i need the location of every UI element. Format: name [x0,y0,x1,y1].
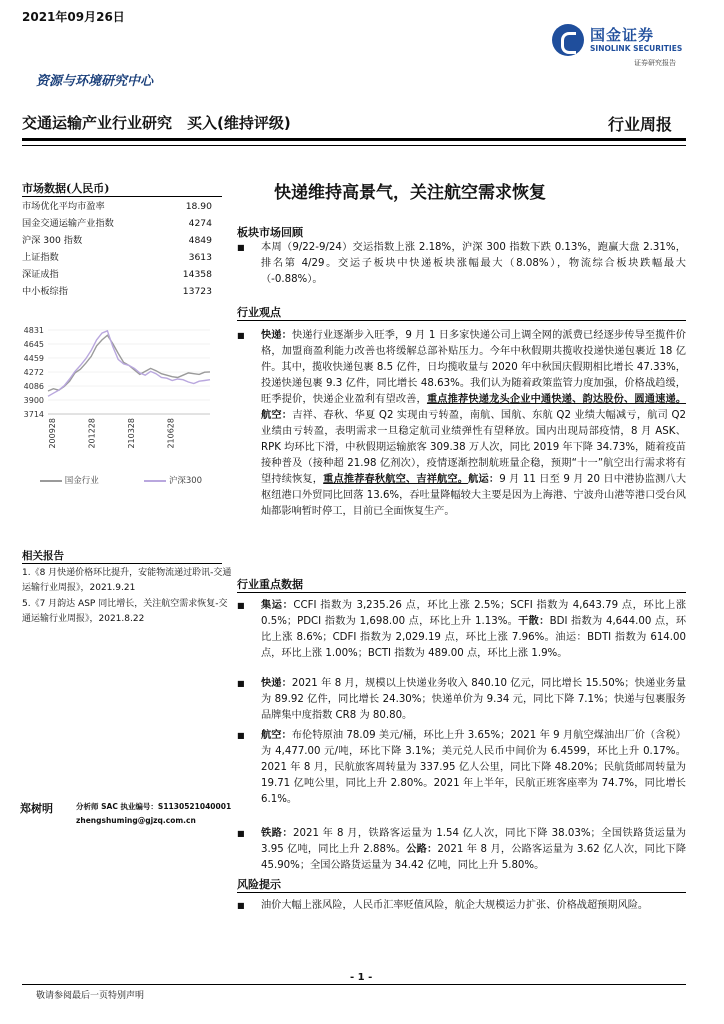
text-bulk: BDI 指数为 4,644.00 点，环比上涨 8.6%；CDFI 指数为 2,029.19 点，环比上涨 7.96%。油运：BDTI 指数为 614.00 点，环比上涨 1.00%；BCTI 指数为 489.00 点，环比上涨 1.9%。 [261,616,687,659]
market-label: 上证指数 [22,252,59,263]
lead-express-data: 快递： [261,678,292,689]
market-label: 沪深 300 指数 [22,235,83,246]
market-value: 3613 [188,252,212,263]
author-name: 郑树明 [20,802,53,815]
text-aviation-data: 布伦特原油 78.09 美元/桶，环比上升 3.65%；2021 年 9 月航空煤油出厂价（含税）为 4,477.00 元/吨，环比下降 3.1%；美元兑人民币中间价为 6.4599，环比上升 0.17%。2021 年 8 月，民航旅客周转量为 337.95 亿人公里，同比下降 48.20%；民航货邮周转量为 19.71 亿吨公里，同比上升 2.80%。2021 年上半年，民航正班客座率为 74.7%，同比增长 6.1%。 [261,730,687,805]
market-label: 深证成指 [22,269,59,280]
related-reports-title: 相关报告 [22,550,64,562]
legend-label-industry: 国金行业 [64,476,99,486]
market-row [22,232,212,249]
text-road: 2021 年 8 月，公路客运量为 3.62 亿人次，同比下降 45.90%；全国公路货运量为 34.42 亿吨，同比上升 5.80%。 [261,844,687,871]
market-value: 14358 [182,269,212,280]
section-rule [237,892,686,893]
footer-rule [22,984,686,985]
brand-subtitle: 证券研究报告 [634,59,676,67]
bullet-icon: ■ [237,331,245,340]
main-title: 快递维持高景气，关注航空需求恢复 [274,183,546,203]
author-email[interactable]: zhengshuming@gjzq.com.cn [76,816,196,825]
lead-aviation-data: 航空： [261,730,292,741]
market-value: 4274 [188,218,212,229]
lead-container: 集运： [261,600,294,611]
brand-name-en: SINOLINK SECURITIES [590,44,683,53]
section-title-key-data: 行业重点数据 [237,578,303,591]
author-license: 分析师 SAC 执业编号：S1130521040001 [76,802,232,811]
market-value: 4849 [188,235,212,246]
y-tick-label: 4459 [23,353,44,363]
market-data-rule [22,196,222,197]
paragraph-text: 油价大幅上涨风险，人民币汇率贬值风险，航企大规模运力扩张、价格战超预期风险。 [261,900,649,911]
paragraph-risk [237,898,686,914]
y-tick-label: 4645 [23,339,44,349]
x-tick-label: 210628 [166,418,176,449]
recommend-aviation: 重点推荐春秋航空、吉祥航空。 [323,474,469,485]
legend-label-hs300: 沪深300 [168,476,203,486]
index-line-chart [16,318,216,468]
chart-legend [40,474,202,486]
x-tick-label: 201228 [87,418,97,449]
section-title-market-review: 板块市场回顾 [237,226,303,239]
text-express-data: 2021 年 8 月，规模以上快递业务收入 840.10 亿元，同比增长 15.50%；快递业务量为 89.92 亿件，同比增长 24.30%；快递单价为 9.34 元，同比下降 7.1%；快递与包裹服务品牌集中度指数 CR8 为 80.80。 [261,678,687,721]
paragraph-text [261,676,686,724]
section-rule [237,320,686,321]
page-number: - 1 - [350,972,373,983]
paragraph-container [237,598,686,662]
paragraph-aviation-data [237,728,686,808]
market-value: 13723 [182,286,212,297]
lead-express: 快递： [261,330,292,341]
bullet-icon: ■ [237,679,245,688]
paragraph-text [261,328,686,520]
lead-aviation: 航空： [261,410,293,421]
paragraph-text [261,826,686,874]
y-tick-label: 4831 [23,326,44,335]
market-value: 18.90 [185,201,212,212]
text-shipping: 9 月 11 日至 9 月 20 日中港协监测八大枢纽港口外贸同比回落 13.6%，吞吐量降幅较大主要是因为上海港、宁波舟山港等港口受台风灿都影响暂时停工，目前已全面恢复生产。 [261,474,687,517]
market-label: 中小板综指 [22,286,68,297]
series-line-industry [48,335,210,391]
text-aviation: 吉祥、春秋、华夏 Q2 实现由亏转盈，南航、国航、东航 Q2 业绩大幅减亏，航司 Q2 业绩由亏转盈，表明需求一旦稳定航司业绩弹性有望释放。国内出现局部疫情，8 月 ASK、RPK 均环比下滑，中秋假期运输旅客 309.38 万人次，同比 2019 年下降 34.73%，随着疫苗接种普及（接种超 21.98 亿剂次），疫情逐渐控制航班量企稳，预期“十一”航空出行需求将有望持续恢复， [261,410,686,485]
paragraph-market-review [237,240,686,288]
paragraph-views [237,328,686,520]
y-tick-label: 4086 [23,382,44,392]
section-title-views: 行业观点 [237,306,281,319]
footer-disclaimer: 敬请参阅最后一页特别声明 [36,991,145,1001]
bullet-icon: ■ [237,243,245,252]
text-express: 快递行业逐渐步入旺季，9 月 1 日多家快递公司上调全网的派费已经逐步传导至揽件价格，加盟商盈利能力改善也将缓解总部补贴压力。今年中秋假期共揽收投递快递包裹近 18 亿件。其中，揽收快递包裹 8.5 亿件，日均揽收量与 2020 年中秋国庆假期相比增长 47.33%，投递快递包裹 9.3 亿件，同比增长 48.63%。我们认为随着政策监管力度加强，价格战趋缓，旺季提价，快递企业盈利有望改善， [261,330,686,405]
market-row [22,283,212,300]
related-report-link[interactable]: 5.《7 月韵达 ASP 同比增长，关注航空需求恢复-交通运输行业周报》，2021.8.22 [22,599,228,624]
series-line-hs300 [48,331,210,397]
recommend-express: 重点推荐快递龙头企业中通快递、韵达股份、圆通速递。 [426,394,687,405]
text-rail: 2021 年 8 月，铁路客运量为 1.54 亿人次，同比下降 38.03%；全国铁路货运量为 3.95 亿吨，同比上升 2.88%。 [261,828,686,855]
y-tick-label: 3900 [23,396,44,406]
bullet-icon: ■ [237,829,245,838]
paragraph-text: 本周（9/22-9/24）交运指数上涨 2.18%，沪深 300 指数下跌 0.13%，跑赢大盘 2.31%，排名第 4/29。交运子板块中快递板块涨幅最大（8.08%），物流综合板块跌幅最大（-0.88%）。 [261,242,686,285]
paragraph-rail-road [237,826,686,874]
market-data-table [22,198,212,300]
lead-bulk: 干散： [518,616,550,627]
paragraph-text [261,728,686,808]
paragraph-express-data [237,676,686,724]
related-report-link[interactable]: 1.《8 月快递价格环比提升，安能物流递过聆讯-交通运输行业周报》，2021.9.21 [22,568,232,593]
paragraph-text [261,598,686,662]
lead-rail: 铁路： [261,828,293,839]
x-tick-label: 210328 [126,418,136,449]
market-data-title: 市场数据(人民币) [22,182,110,195]
brand-logo [552,24,692,60]
author-info [76,800,231,828]
bullet-icon: ■ [237,901,245,910]
header-rule [22,138,686,141]
header-rule-thin [22,145,686,146]
report-date: 2021年09月26日 [22,10,125,24]
legend-swatch-hs300 [144,480,166,482]
section-title-risk: 风险提示 [237,878,281,891]
related-reports-rule [22,563,222,564]
report-type: 行业周报 [608,115,673,134]
legend-swatch-industry [40,480,62,482]
brand-name-cn: 国金证券 [590,26,655,44]
bullet-icon: ■ [237,731,245,740]
research-center: 资源与环境研究中心 [36,74,154,89]
bullet-icon: ■ [237,601,245,610]
market-row [22,198,212,215]
market-row [22,215,212,232]
market-row [22,249,212,266]
lead-road: 公路： [406,844,438,855]
market-row [22,266,212,283]
text-container: CCFI 指数为 3,235.26 点，环比上涨 2.5%；SCFI 指数为 4,643.79 点，环比上涨 0.5%；PDCI 指数为 1,698.00 点，环比上升 1.13%。 [261,600,687,627]
x-tick-label: 200928 [48,418,57,449]
y-tick-label: 4272 [23,368,44,378]
market-label: 国金交通运输产业指数 [22,218,114,229]
report-title-bar: 交通运输产业行业研究 买入(维持评级) [22,114,291,132]
lead-shipping: 航运： [468,474,500,485]
market-label: 市场优化平均市盈率 [22,201,105,212]
y-tick-label: 3714 [23,410,44,419]
section-rule [237,592,686,593]
brand-mark-icon [552,24,584,56]
